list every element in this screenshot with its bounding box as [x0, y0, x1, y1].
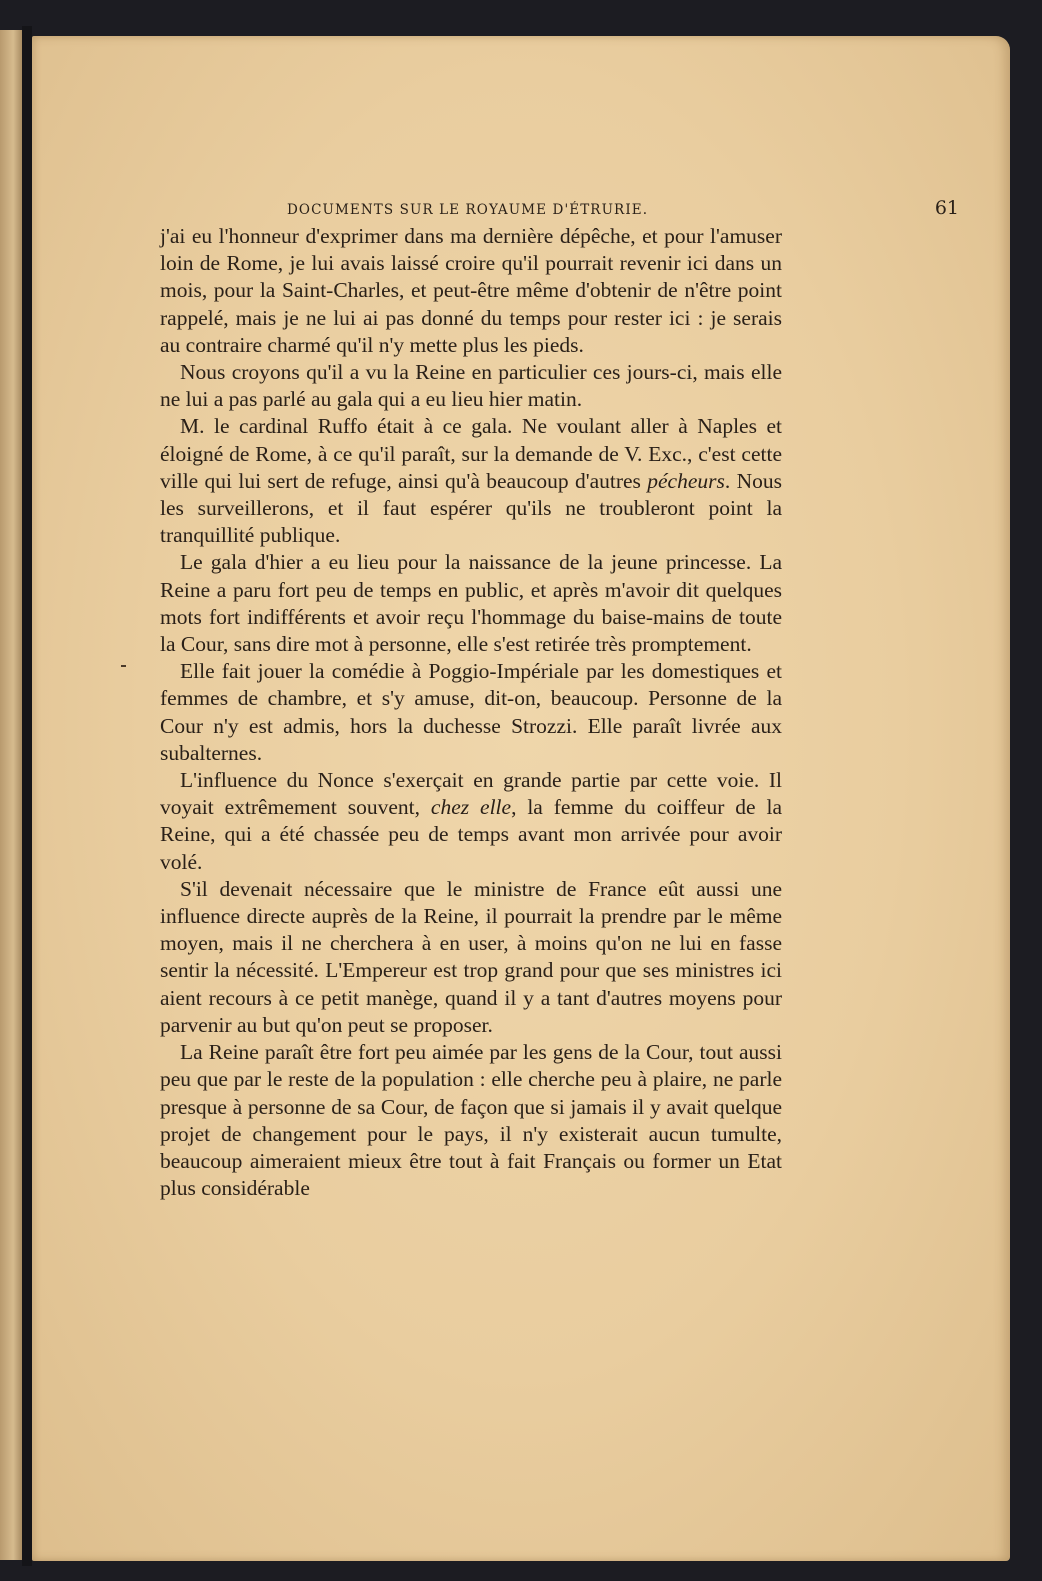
paragraph-text: , la femme du coiffeur de la Reine, qui a été chassée peu de temps avant mon arrivée pour avoir volé. — [160, 795, 782, 874]
page-number: 61 — [934, 197, 959, 219]
paragraph — [160, 223, 782, 359]
paragraph — [160, 413, 782, 549]
body-text — [160, 223, 782, 1202]
paragraph-text: j'ai eu l'honneur d'exprimer dans ma dernière dépêche, et pour l'amuser loin de Rome, je lui avais laissé croire qu'il pourrait revenir ici dans un mois, pour la Saint-Charles, et peut-être même d'obtenir de n'être point rappelé, mais je ne lui ai pas donné du temps pour rester ici : je serais au contraire charmé qu'il n'y mette plus les pieds. — [160, 224, 782, 357]
paragraph-text: . Nous les surveillerons, et il faut espérer qu'ils ne troubleront point la tranquillité publique. — [160, 468, 782, 548]
paragraph — [160, 549, 782, 658]
binding-gutter — [22, 26, 32, 1566]
paragraph — [160, 876, 782, 1039]
paragraph-text: La Reine paraît être fort peu aimée par les gens de la Cour, tout aussi peu que par le reste de la population : elle cherche peu à plaire, ne parle presque à personne de sa Cour, de façon que si jamais il y avait quelque projet de changement pour le pays, il n'y existerait aucun tumulte, beaucoup aimeraient mieux être tout à fait Français ou former un Etat plus considérable — [160, 1040, 782, 1201]
paragraph — [160, 767, 782, 876]
paragraph — [160, 359, 782, 413]
paragraph-text: S'il devenait nécessaire que le ministre de France eût aussi une influence directe auprès de la Reine, il pourrait la prendre par le même moyen, mais il ne cherchera à en user, à moins qu'on ne lui en fasse sentir la nécessité. L'Empereur est trop grand pour que ses ministres ici aient recours à ce petit manège, quand il y a tant d'autres moyens pour parvenir au but qu'on peut se proposer. — [160, 876, 782, 1037]
previous-page-edge — [0, 30, 22, 1560]
paragraph-text: Nous croyons qu'il a vu la Reine en particulier ces jours-ci, mais elle ne lui a pas parlé au gala qui a eu lieu hier matin. — [160, 360, 782, 412]
margin-mark — [121, 665, 126, 667]
running-head — [287, 199, 959, 223]
italic-phrase: chez elle — [430, 795, 512, 820]
italic-phrase: pécheurs — [647, 468, 725, 493]
paragraph — [160, 658, 782, 767]
paragraph-text: Le gala d'hier a eu lieu pour la naissance de la jeune princesse. La Reine a paru fort peu de temps en public, et après m'avoir dit quelques mots fort indifférents et avoir reçu l'hommage du baise-mains de toute la Cour, sans dire mot à personne, elle s'est retirée très promptement. — [160, 550, 782, 657]
paragraph-text: M. le cardinal Ruffo était à ce gala. Ne voulant aller à Naples et éloigné de Rome, à ce qu'il paraît, sur la demande de V. Exc., c'est cette ville qui lui sert de refuge, ainsi qu'à beaucoup d'autres — [160, 414, 782, 493]
running-head-title: DOCUMENTS SUR LE ROYAUME D'ÉTRURIE. — [287, 202, 649, 218]
paragraph-text: L'influence du Nonce s'exerçait en grande partie par cette voie. Il voyait extrêmement souvent, — [160, 768, 782, 820]
paragraph — [160, 1039, 782, 1202]
paragraph-text: Elle fait jouer la comédie à Poggio-Impériale par les domestiques et femmes de chambre, et s'y amuse, dit-on, beaucoup. Personne de la Cour n'y est admis, hors la duchesse Strozzi. Elle paraît livrée aux subalternes. — [160, 659, 782, 765]
